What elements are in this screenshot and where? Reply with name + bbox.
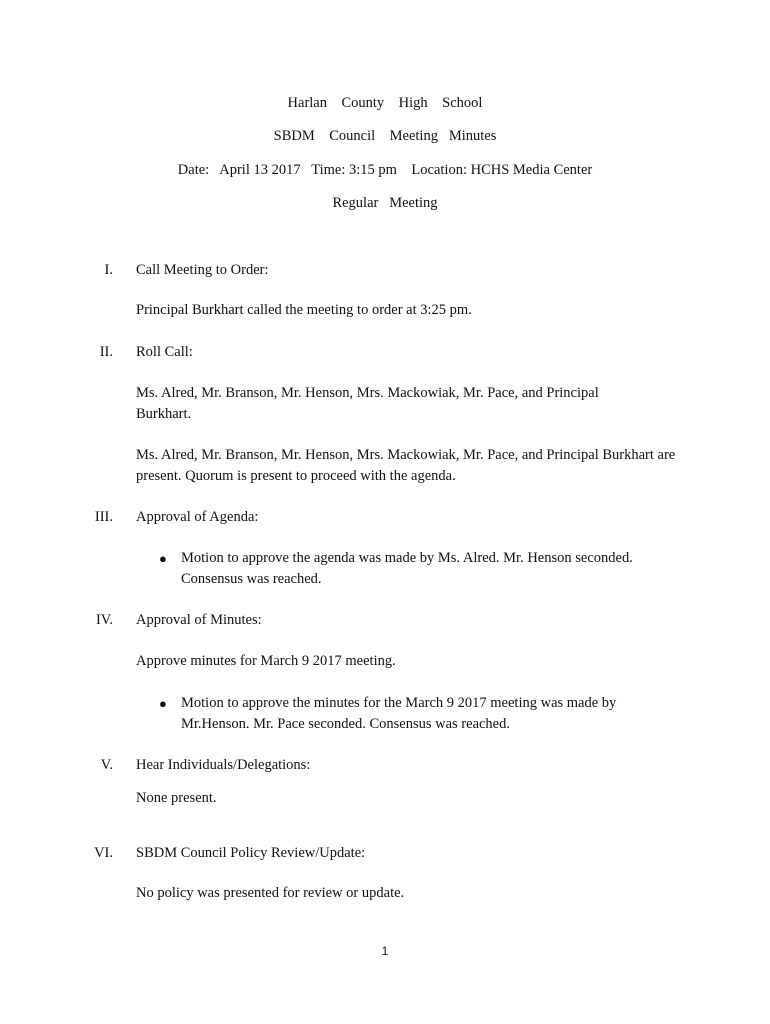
- section-paragraph: Approve minutes for March 9 2017 meeting.: [136, 653, 396, 669]
- section-title: Call Meeting to Order:: [136, 262, 269, 278]
- section-paragraph: Ms. Alred, Mr. Branson, Mr. Henson, Mrs. Mackowiak, Mr. Pace, and Principal Burkhart.: [136, 385, 599, 422]
- section-title: SBDM Council Policy Review/Update:: [136, 845, 366, 861]
- section-title: Approval of Agenda:: [136, 509, 259, 525]
- meeting-type: Regular Meeting: [332, 195, 438, 211]
- section-paragraph: None present.: [136, 790, 217, 806]
- section-paragraph: No policy was presented for review or update.: [136, 885, 405, 901]
- section-numeral: IV.: [95, 612, 113, 628]
- section-numeral: I.: [104, 262, 113, 278]
- section-numeral: II.: [99, 344, 113, 360]
- section-numeral: VI.: [94, 845, 113, 861]
- section-paragraph: Principal Burkhart called the meeting to order at 3:25 pm.: [136, 302, 472, 318]
- page-number: 1: [381, 944, 389, 958]
- section-title: Approval of Minutes:: [136, 612, 262, 628]
- section-paragraph: Ms. Alred, Mr. Branson, Mr. Henson, Mrs. Mackowiak, Mr. Pace, and Principal Burkhart are present. Quorum is present to proceed with the agenda.: [136, 447, 676, 484]
- document-title: SBDM Council Meeting Minutes: [273, 128, 497, 144]
- section-title: Roll Call:: [136, 344, 193, 360]
- section-numeral: V.: [100, 757, 113, 773]
- section-title: Hear Individuals/Delegations:: [136, 757, 311, 773]
- meeting-details: Date: April 13 2017 Time: 3:15 pm Location: HCHS Media Center: [177, 162, 593, 178]
- bullet-item: Motion to approve the minutes for the March 9 2017 meeting was made by Mr.Henson. Mr. Pace seconded. Consensus was reached.: [181, 695, 617, 732]
- bullet-item: Motion to approve the agenda was made by Ms. Alred. Mr. Henson seconded. Consensus was reached.: [181, 550, 633, 587]
- bullet-icon: ●: [159, 551, 167, 566]
- section-numeral: III.: [94, 509, 113, 525]
- bullet-icon: ●: [159, 696, 167, 711]
- school-name: Harlan County High School: [287, 95, 483, 111]
